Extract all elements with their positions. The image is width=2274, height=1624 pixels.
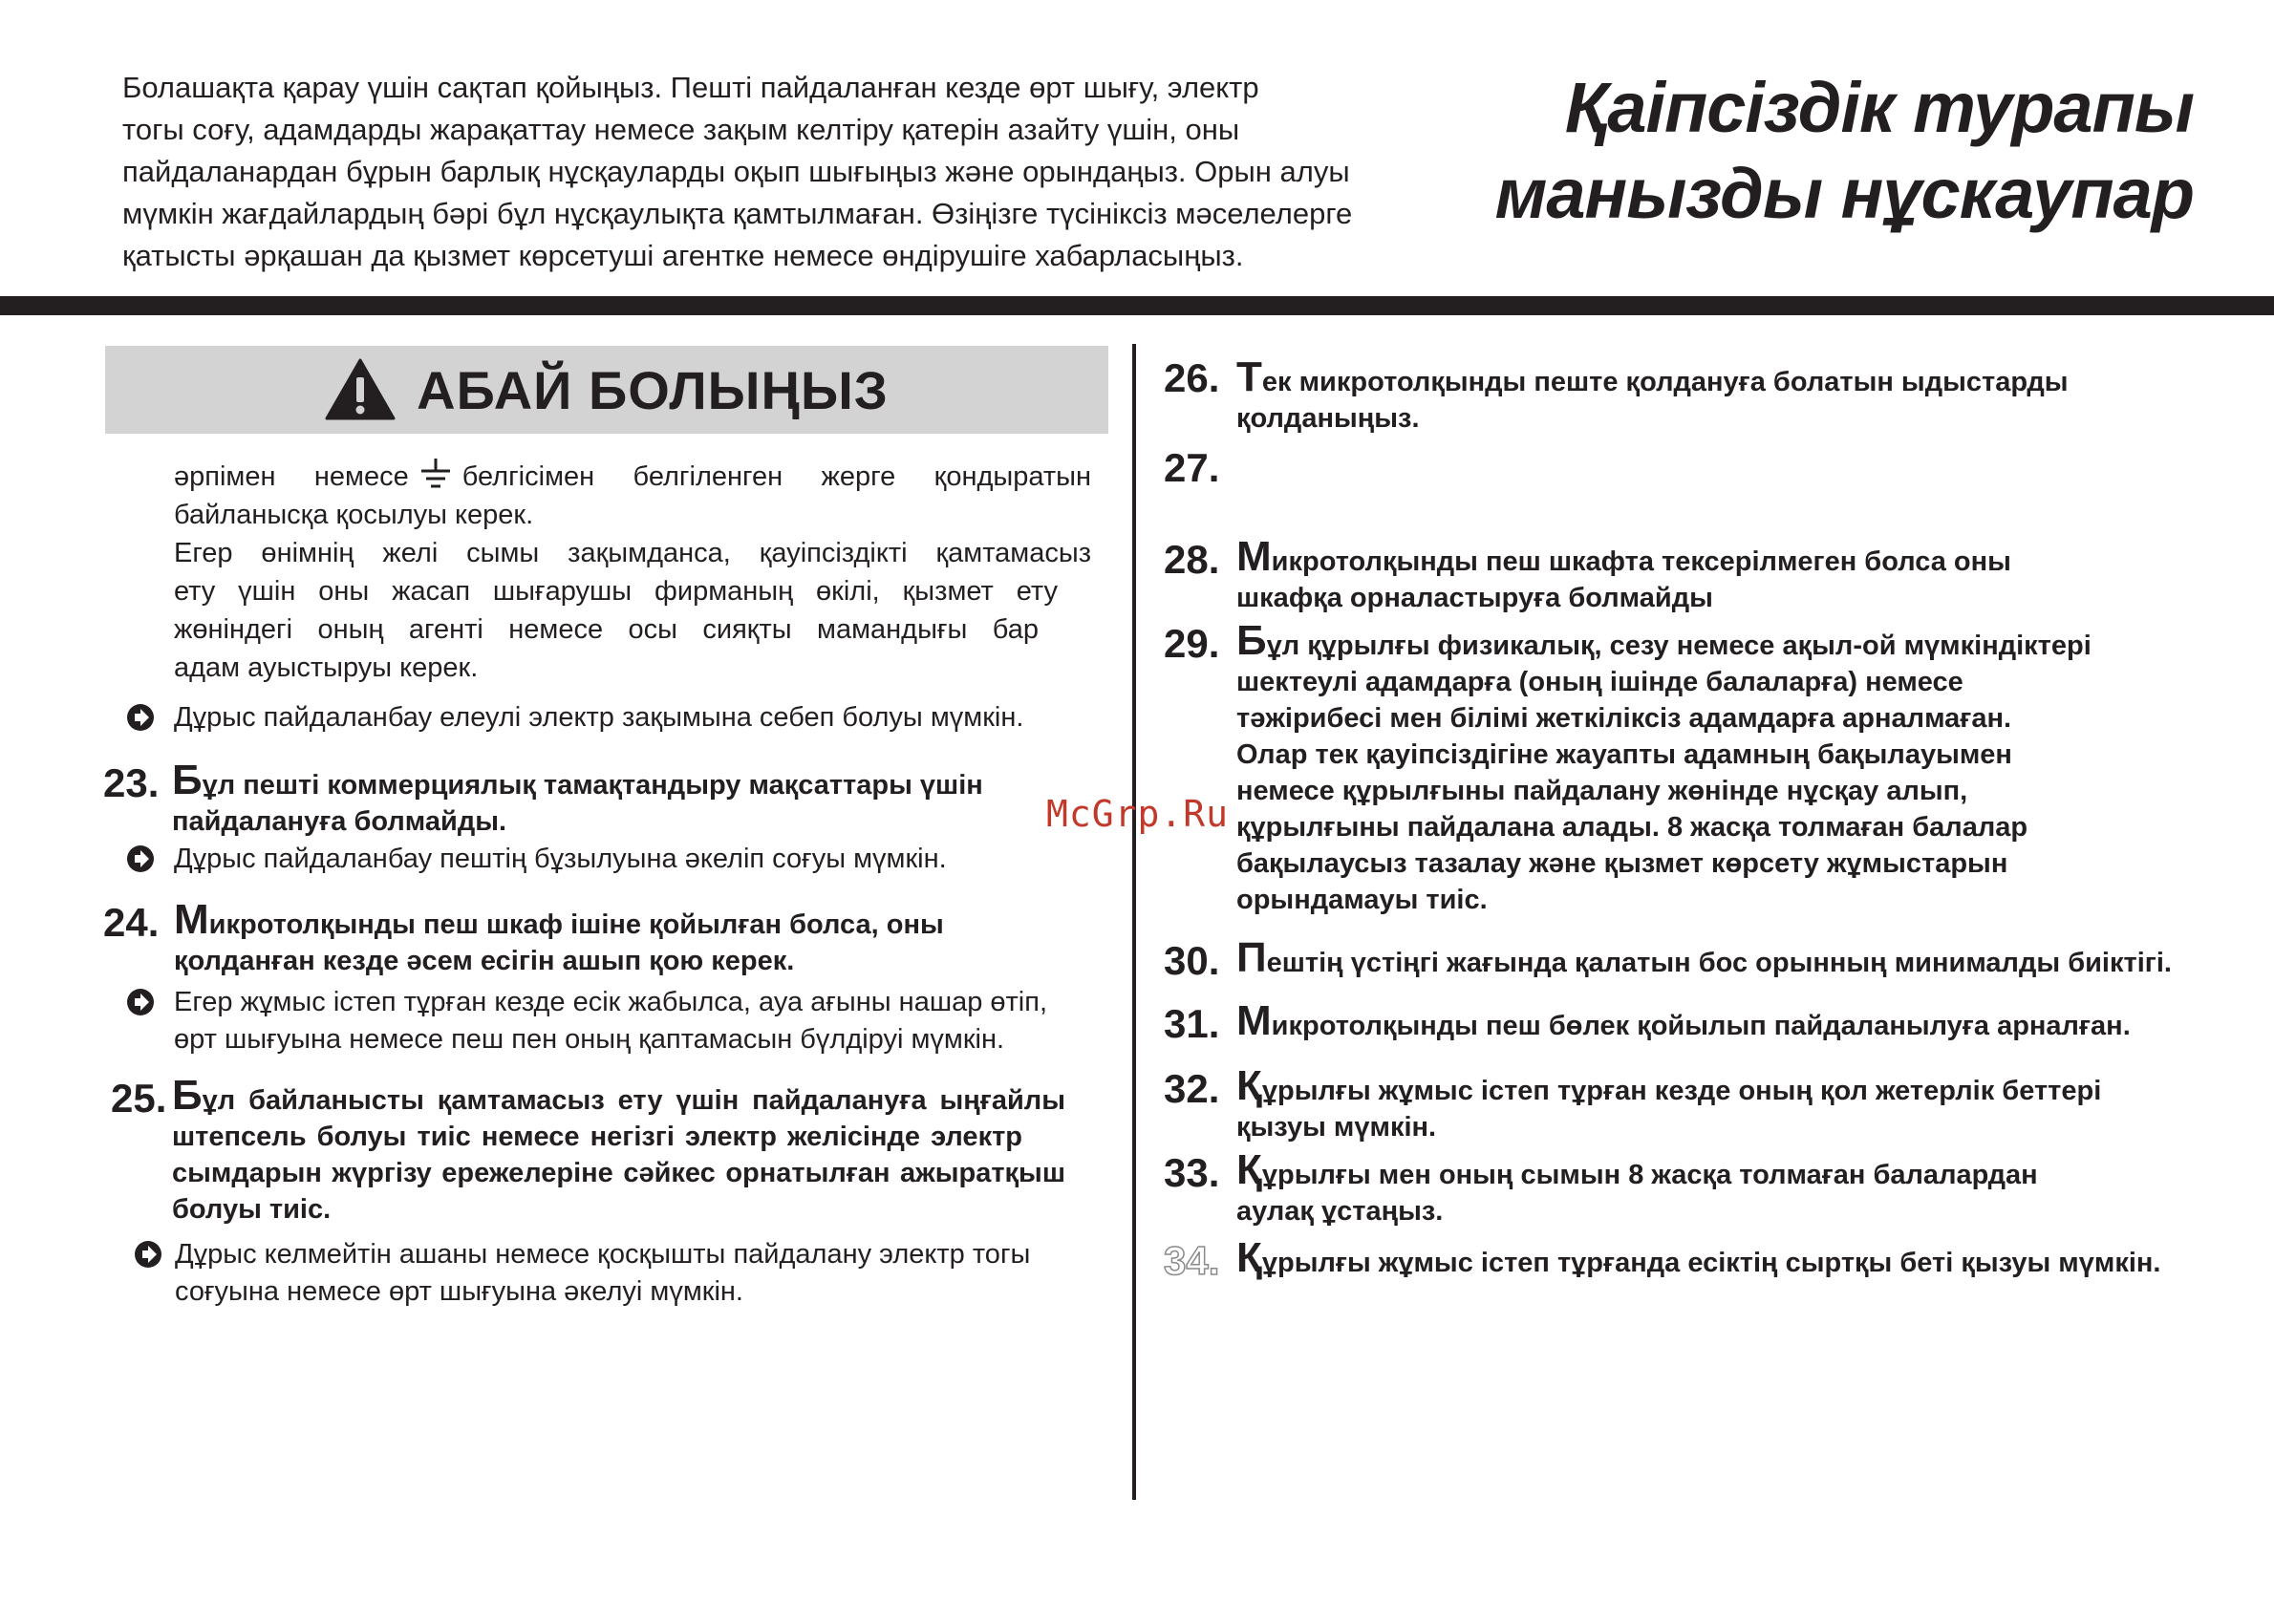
item-number: 28. [1164, 537, 1220, 582]
item-number: 32. [1164, 1066, 1220, 1111]
item-number: 31. [1164, 1001, 1220, 1046]
intro-line: мүмкін жағдайлардың бәрі бұл нұсқаулықта қамтылмаған. Өзіңізге түсініксіз мәселелерге [122, 197, 1353, 230]
intro-paragraph [122, 67, 1498, 277]
text-line: Егер өнімнің желі сымы зақымданса, қауіпсіздікті қамтамасыз [174, 538, 1091, 568]
drop-cap: Б [172, 1072, 203, 1119]
item-number: 30. [1164, 938, 1220, 983]
item-line: шектеулі адамдарға (оның ішінде балаларға) немесе [1236, 667, 1963, 697]
item-line [1236, 1146, 2274, 1193]
bullet-text: өрт шығуына немесе пеш пен оның қаптамасын бүлдіруі мүмкін. [174, 1024, 1005, 1055]
intro-line: пайдаланардан бұрын барлық нұсқауларды оқып шығыңыз және орындаңыз. Орын алуы [122, 155, 1350, 188]
item-line: қызуы мүмкін. [1236, 1112, 1437, 1143]
watermark: McGrp.Ru [1046, 793, 1230, 835]
text-part: әрпімен немесе [174, 461, 409, 492]
item-line: немесе құрылғыны пайдалану жөнінде нұсқау алып, [1236, 776, 1968, 806]
text-line [174, 457, 1091, 496]
item-number: 24. [103, 900, 160, 945]
item-number: 33. [1164, 1150, 1220, 1195]
drop-cap: П [1236, 934, 1267, 981]
item-number: 29. [1164, 621, 1220, 666]
drop-cap: Қ [1236, 1146, 1262, 1193]
item-text: ұрылғы мен оның сымын 8 жасқа толмаған балалардан [1261, 1160, 2038, 1190]
page-title [1495, 65, 2194, 237]
item-text: икротолқынды пеш бөлек қойылып пайдаланылуға арналған. [1271, 1011, 2131, 1041]
drop-cap: М [1236, 997, 1272, 1044]
item-text: икротолқынды пеш шкаф ішіне қойылған болса, оны [208, 909, 944, 940]
item-line [1236, 533, 2259, 580]
item-line: Олар тек қауіпсіздігіне жауапты адамның бақылауымен [1236, 739, 2012, 770]
item-text: ек микротолқынды пеште қолдануға болатын ыдыстарды [1261, 367, 2069, 397]
intro-line: Болашақта қарау үшін сақтап қойыңыз. Пешті пайдаланған кезде өрт шығу, электр [122, 71, 1259, 104]
text-line: ету үшін оны жасап шығарушы фирманың өкілі, қызмет ету [174, 576, 1058, 607]
item-line: құрылғыны пайдалана алады. 8 жасқа толмаған балалар [1236, 812, 2028, 843]
text-line: жөніндегі оның агенті немесе осы сияқты мамандығы бар [174, 614, 1039, 645]
item-line [1236, 934, 2274, 981]
item-number: 27. [1164, 445, 1220, 490]
drop-cap: Т [1236, 353, 1262, 400]
text-line: байланысқа қосылуы керек. [174, 500, 534, 530]
item-number: 26. [1164, 355, 1220, 400]
item-line: тәжірибесі мен білімі жеткіліксіз адамдарға арналмаған. [1236, 703, 2012, 734]
intro-line: тогы соғу, адамдарды жарақаттау немесе зақым келтіру қатерін азайту үшін, оны [122, 113, 1240, 146]
item-line [1236, 1234, 2274, 1281]
bullet-text: соғуына немесе өрт шығуына әкелуі мүмкін. [175, 1276, 743, 1307]
item-line: сымдарын жүргізу ережелеріне сәйкес орнатылған ажыратқыш [172, 1158, 1065, 1188]
bullet-text: Егер жұмыс істеп тұрған кезде есік жабылса, ауа ағыны нашар өтіп, [174, 987, 1048, 1017]
item-text: ұрылғы жұмыс істеп тұрғанда есіктің сыртқы беті қызуы мүмкін. [1261, 1248, 2161, 1278]
item-text: ұл құрылғы физикалық, сезу немесе ақыл-ой мүмкіндіктері [1266, 630, 2092, 661]
item-line [1236, 997, 2274, 1044]
item-line [1236, 1062, 2274, 1109]
drop-cap: Б [172, 757, 203, 803]
item-number: 34. [1164, 1238, 1220, 1283]
item-number: 25. [111, 1076, 167, 1121]
arrow-bullet-icon [126, 844, 155, 873]
item-text: ұрылғы жұмыс істеп тұрған кезде оның қол жетерлік беттері [1261, 1076, 2102, 1106]
ground-symbol-icon [418, 457, 453, 491]
title-line-2: манызды нұскаупар [1494, 154, 2194, 233]
item-text: ештің үстіңгі жағында қалатын бос орынның минималды биіктігі. [1266, 948, 2172, 978]
header-divider [0, 296, 2274, 315]
caution-label: АБАЙ БОЛЫҢЫЗ [417, 359, 889, 420]
item-line: штепсель болуы тиіс немесе негізгі электр желісінде электр [172, 1122, 1022, 1152]
item-line: орындамауы тиіс. [1236, 885, 1488, 915]
continued-text [174, 457, 1091, 687]
item-line: бақылаусыз тазалау және қызмет көрсету жұмыстарын [1236, 848, 2008, 879]
item-line [174, 896, 1129, 943]
item-line: болуы тиіс. [172, 1194, 332, 1225]
item-line [1236, 617, 2259, 664]
item-text: ұл байланысты қамтамасыз ету үшін пайдалануға ыңғайлы [202, 1085, 1065, 1116]
item-line: шкафқа орналастыруға болмайды [1236, 583, 1713, 613]
drop-cap: Б [1236, 617, 1267, 664]
drop-cap: Қ [1236, 1234, 1262, 1281]
text-line: адам ауыстыруы керек. [174, 652, 479, 683]
title-line-1: Қаіпсіздік турапы [1564, 68, 2194, 147]
caution-banner [105, 346, 1108, 434]
item-line: қолданыңыз. [1236, 403, 1420, 434]
bullet-text: Дұрыс пайдаланбау елеулі электр зақымына себеп болуы мүмкін. [174, 702, 1024, 733]
bullet-text: Дұрыс пайдаланбау пештің бұзылуына әкеліп соғуы мүмкін. [174, 844, 947, 874]
drop-cap: Қ [1236, 1062, 1262, 1109]
drop-cap: М [1236, 533, 1272, 580]
warning-triangle-icon [325, 358, 396, 421]
item-line: пайдалануға болмайды. [172, 806, 507, 837]
intro-line: қатысты әрқашан да қызмет көрсетуші агентке немесе өндірушіге хабарласыңыз. [122, 239, 1244, 272]
arrow-bullet-icon [134, 1240, 162, 1269]
item-line [1236, 353, 2259, 400]
item-line: қолданған кезде әсем есігін ашып қою керек. [174, 946, 795, 976]
arrow-bullet-icon [126, 988, 155, 1016]
item-text: ұл пешті коммерциялық тамақтандыру мақсаттары үшін [202, 770, 983, 801]
item-number: 23. [103, 760, 160, 805]
item-line [172, 1072, 1065, 1119]
bullet-text: Дұрыс келмейтін ашаны немесе қосқышты пайдалану электр тогы [175, 1239, 1031, 1270]
text-part: белгісімен белгіленген жерге қондыратын [461, 461, 1091, 492]
drop-cap: М [174, 896, 209, 943]
item-text: икротолқынды пеш шкафта тексерілмеген болса оны [1271, 546, 2011, 577]
item-line [172, 757, 1127, 803]
arrow-bullet-icon [126, 703, 155, 732]
column-divider [1132, 344, 1136, 1500]
item-line: аулақ ұстаңыз. [1236, 1196, 1444, 1227]
